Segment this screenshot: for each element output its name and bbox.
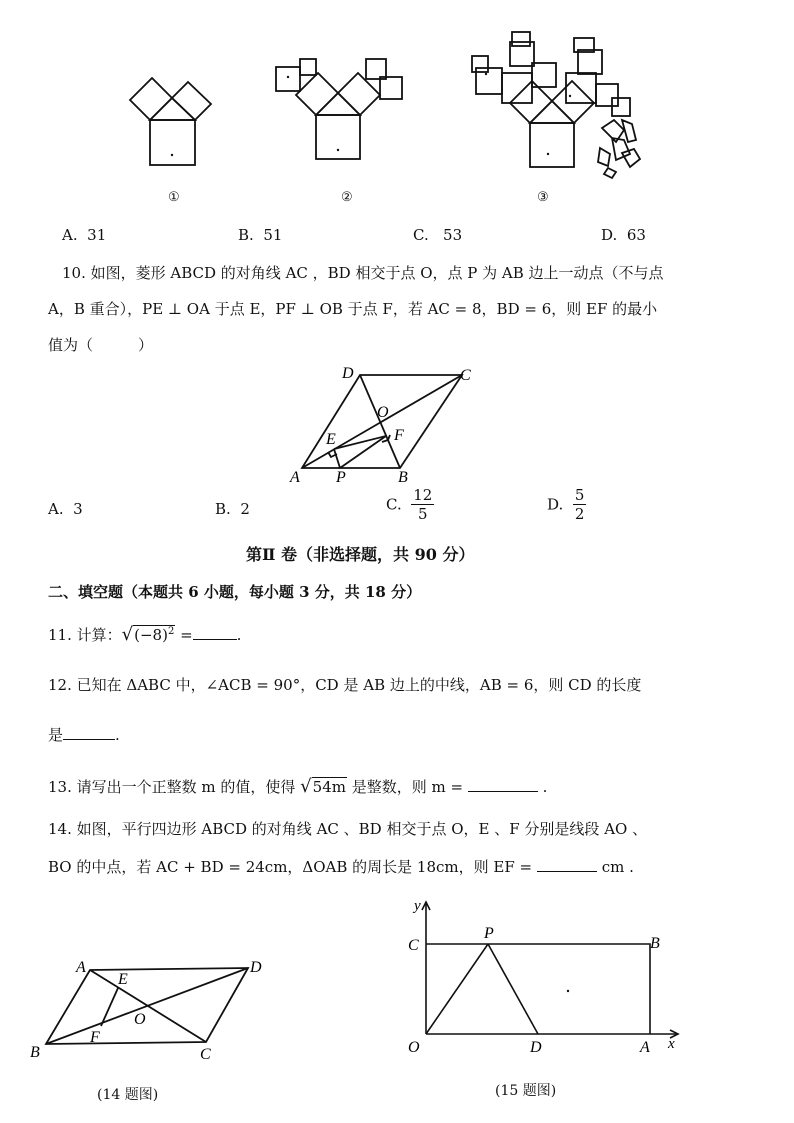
q14-label-o: O xyxy=(134,1011,146,1028)
q10-label-f: F xyxy=(394,427,404,444)
q9-option-a: A. 31 xyxy=(62,226,107,244)
q9-option-c: C. 53 xyxy=(413,226,463,244)
q11-line: 11. 计算：$√(-8)^2$ = . xyxy=(48,624,242,645)
q14-label-f: F xyxy=(90,1029,100,1046)
q14-text-line2: BO 的中点，若 AC + BD = 24cm，ΔOAB 的周长是 18cm，则 EF = cm . xyxy=(48,858,634,876)
q15-label-d: D xyxy=(530,1039,542,1056)
q14-label-c: C xyxy=(200,1046,211,1063)
q10-rhombus-figure xyxy=(282,360,482,485)
q12-text-line1: 12. 已知在 ΔABC 中，∠ACB = 90°，CD 是 AB 边上的中线，AB = 6，则 CD 的长度 xyxy=(48,676,642,694)
q10-label-e: E xyxy=(326,431,336,448)
q9-figure-3 xyxy=(462,28,652,183)
part2-title: 第Ⅱ 卷（非选择题，共 90 分） xyxy=(246,545,475,564)
q14-label-d: D xyxy=(250,959,262,976)
q15-label-x: x xyxy=(668,1036,675,1052)
q9-figure-label-3: ③ xyxy=(537,190,549,205)
q9-figure-2 xyxy=(268,55,408,170)
q15-label-a: A xyxy=(640,1039,650,1056)
q10-text-line3: 值为（ ） xyxy=(48,336,154,354)
q15-figure-caption: (15 题图) xyxy=(495,1083,557,1099)
q10-label-c: C xyxy=(460,367,471,384)
q10-text-line2: A，B 重合），PE ⊥ OA 于点 E，PF ⊥ OB 于点 F，若 AC = 8，BD = 6，则 EF 的最小 xyxy=(48,300,658,318)
q15-label-b: B xyxy=(650,935,660,952)
q14-figure-caption: (14 题图) xyxy=(97,1087,159,1103)
q11-answer-blank[interactable] xyxy=(193,625,237,640)
q10-label-o: O xyxy=(377,404,389,421)
q10-label-b: B xyxy=(398,469,408,485)
q9-figure-label-2: ② xyxy=(341,190,353,205)
q13-line: 13. 请写出一个正整数 m 的值，使得 √54m 是整数，则 m = . xyxy=(48,776,548,797)
q13-answer-blank[interactable] xyxy=(468,777,538,792)
q10-option-d: D. $\frac{5}{2}$ xyxy=(547,486,585,523)
q9-figure-label-1: ① xyxy=(168,190,180,205)
q12-answer-blank[interactable] xyxy=(63,725,115,740)
q14-label-b: B xyxy=(30,1044,40,1061)
q14-label-e: E xyxy=(118,971,128,988)
q12-text-line2: 是 . xyxy=(48,726,120,744)
q10-option-c: C. $\frac{12}{5}$ xyxy=(386,486,433,523)
q10-option-b: B. 2 xyxy=(215,500,250,518)
q10-label-p: P xyxy=(336,469,346,485)
q15-coordinate-figure xyxy=(400,896,690,1058)
q10-label-d: D xyxy=(342,365,354,382)
q15-label-o: O xyxy=(408,1039,420,1056)
q15-label-c: C xyxy=(408,937,419,954)
q10-text-line1: 10. 如图，菱形 ABCD 的对角线 AC ，BD 相交于点 O，点 P 为 AB 边上一动点（不与点 xyxy=(62,264,664,282)
q14-text-line1: 14. 如图，平行四边形 ABCD 的对角线 AC 、BD 相交于点 O，E 、F 分别是线段 AO 、 xyxy=(48,820,648,838)
q14-parallelogram-figure xyxy=(28,952,278,1067)
q10-label-a: A xyxy=(290,469,300,485)
q15-label-p: P xyxy=(484,925,494,942)
q15-label-y: y xyxy=(414,898,421,914)
q9-figure-1 xyxy=(125,60,215,170)
q9-option-b: B. 51 xyxy=(238,226,283,244)
q9-option-d: D. 63 xyxy=(601,226,646,244)
q14-answer-blank[interactable] xyxy=(537,857,597,872)
q10-option-a: A. 3 xyxy=(48,500,83,518)
section-fill-blank-title: 二、填空题（本题共 6 小题，每小题 3 分，共 18 分） xyxy=(48,583,422,601)
q14-label-a: A xyxy=(76,959,86,976)
